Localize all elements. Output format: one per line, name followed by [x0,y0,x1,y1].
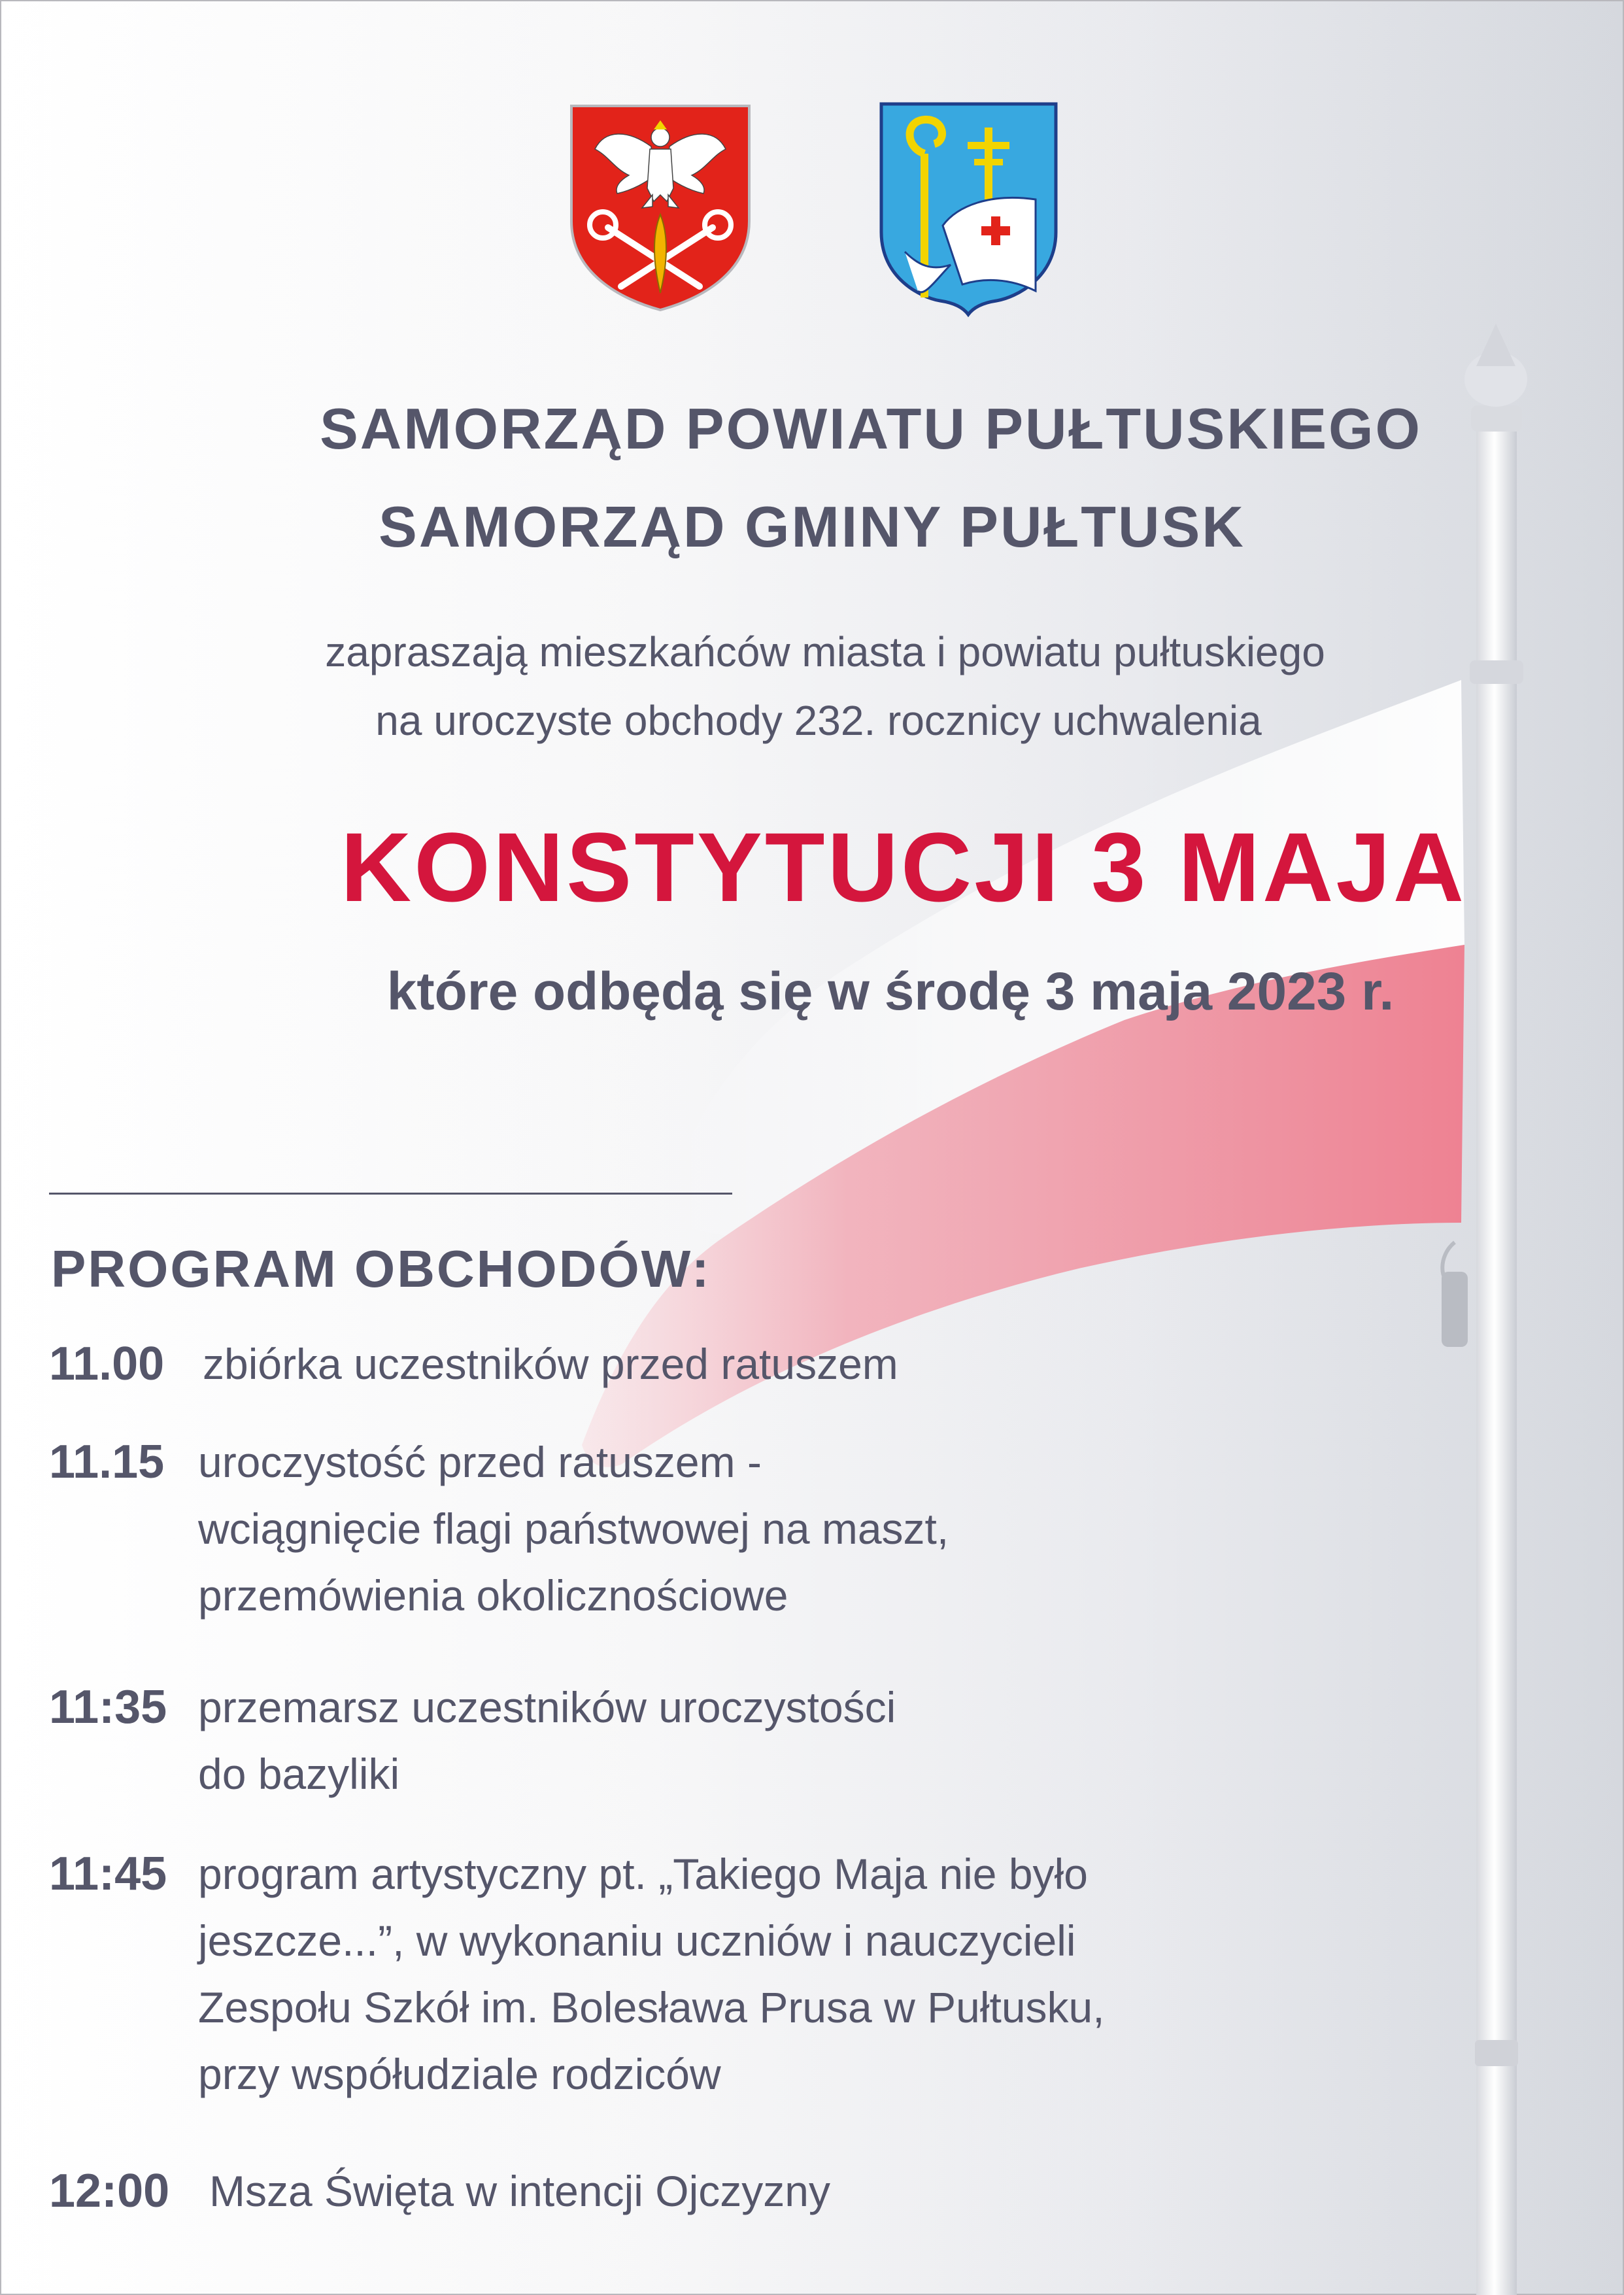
program-description [209,2158,830,2224]
program-line: do bazyliki [198,1750,400,1798]
program-time: 11.00 [49,1338,165,1390]
program-line: uroczystość przed ratuszem - [198,1438,762,1486]
program-time: 11.15 [49,1436,165,1488]
program-line: Msza Święta w intencji Ojczyzny [209,2167,830,2215]
gmina-coat-of-arms-icon [879,101,1058,317]
powiat-coat-of-arms-icon [569,103,752,313]
program-line: przemarsz uczestników uroczystości [198,1683,896,1731]
invitation-line-2: na uroczyste obchody 232. rocznicy uchwalenia [375,697,1262,744]
program-line: zbiórka uczestników przed ratuszem [203,1340,898,1388]
program-line: wciągnięcie flagi państwowej na maszt, [198,1504,949,1553]
program-heading: PROGRAM OBCHODÓW: [51,1240,711,1298]
program-time: 11:45 [49,1848,167,1900]
event-date-line: które odbędą się w środę 3 maja 2023 r. [386,962,1395,1021]
org-line-gmina: SAMORZĄD GMINY PUŁTUSK [379,494,1245,559]
program-description [198,1674,896,1807]
program-time: 12:00 [49,2165,170,2217]
program-line: przy współudziale rodziców [198,2050,721,2098]
headline: KONSTYTUCJI 3 MAJA [340,812,1467,922]
section-divider [49,1193,732,1195]
org-line-powiat: SAMORZĄD POWIATU PUŁTUSKIEGO [320,396,1422,461]
program-line: Zespołu Szkół im. Bolesława Prusa w Pułtusku, [198,1983,1105,2032]
program-description [198,1841,1105,2107]
program-line: przemówienia okolicznościowe [198,1571,788,1620]
program-line: jeszcze...”, w wykonaniu uczniów i nauczycieli [198,1916,1076,1965]
program-time: 11:35 [49,1681,167,1733]
program-description [203,1331,898,1397]
invitation-line-1: zapraszają mieszkańców miasta i powiatu pułtuskiego [325,628,1325,675]
program-line: program artystyczny pt. „Takiego Maja nie było [198,1850,1088,1898]
program-description [198,1429,949,1629]
